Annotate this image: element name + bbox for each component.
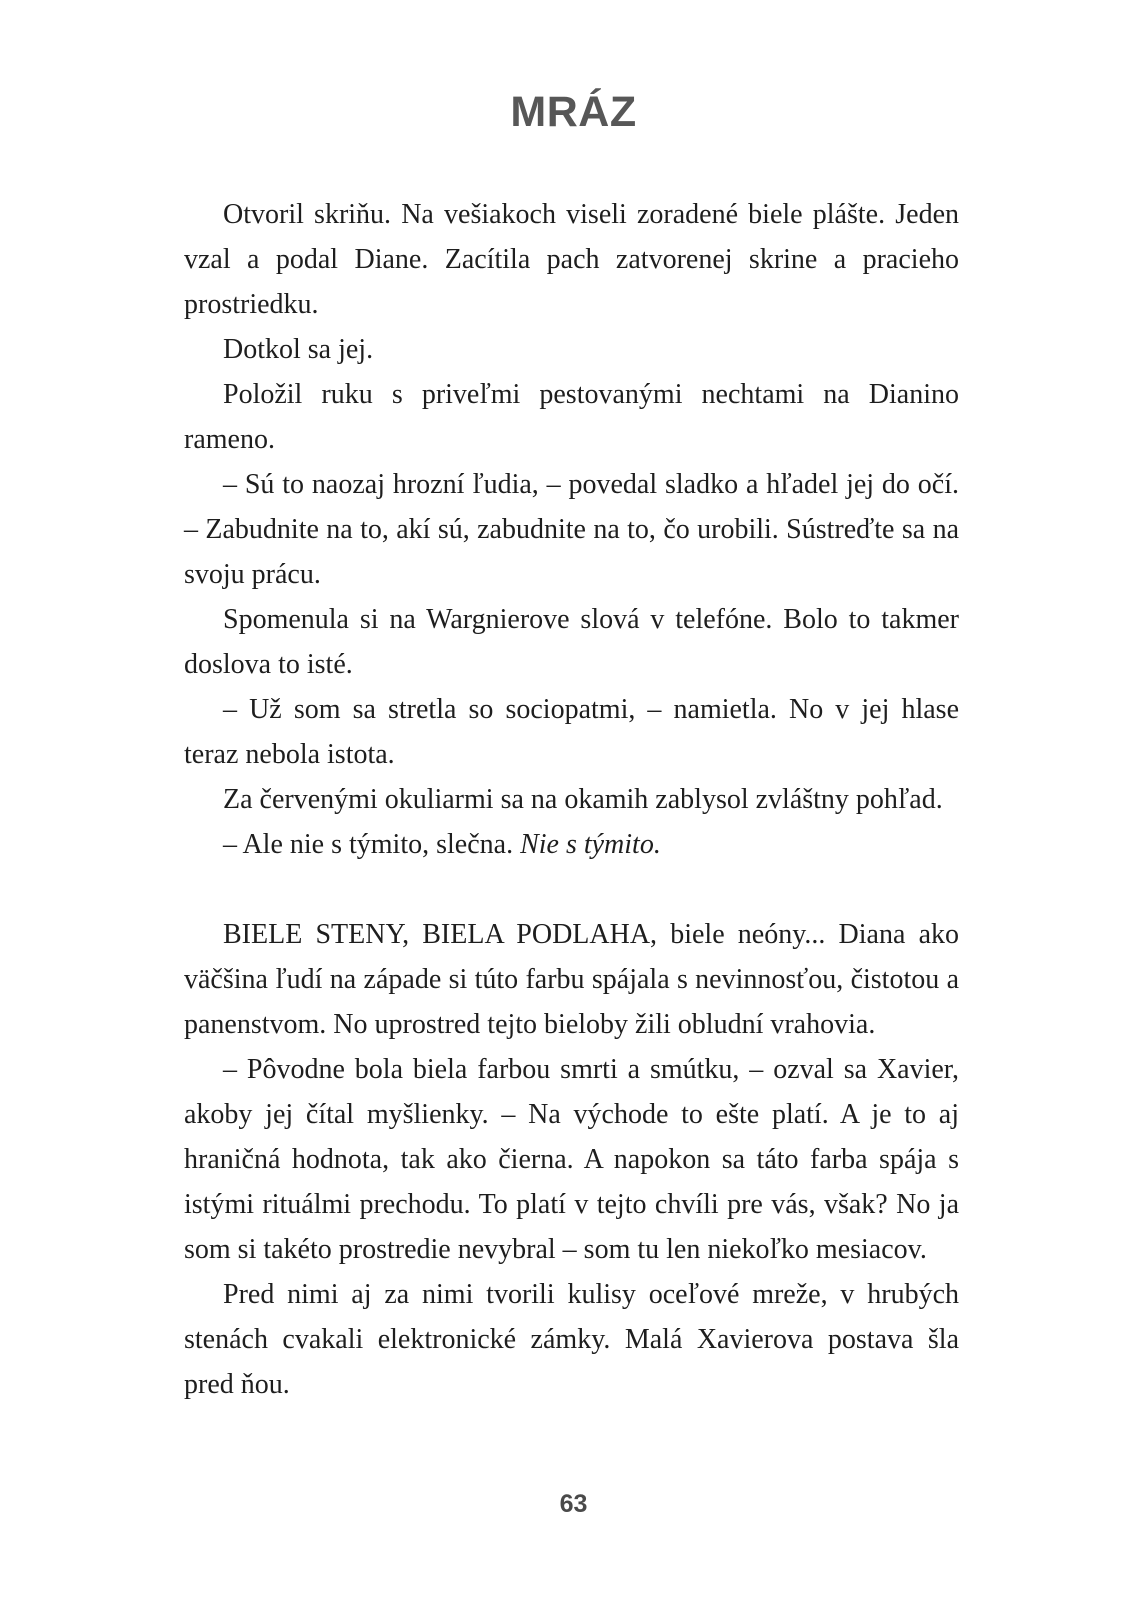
paragraph: Za červenými okuliarmi sa na okamih zablysol zvláštny pohľad. bbox=[223, 784, 943, 815]
paragraph: Položil ruku s priveľmi pestovanými nechtami na Dianino rameno. bbox=[184, 379, 959, 455]
paragraph: – Pôvodne bola biela farbou smrti a smútku, – ozval sa Xavier, akoby jej čítal myšlienky. – Na východe to ešte platí. A je to aj hraničná hodnota, tak ako čierna. A napokon sa táto farba spája s istými rituálmi prechodu. To platí v tejto chvíli pre vás, však? No ja som si takéto prostredie nevybral – som tu len niekoľko mesiacov. bbox=[184, 1054, 959, 1265]
page-number: 63 bbox=[559, 1490, 588, 1518]
body-text bbox=[184, 192, 959, 1407]
running-title: MRÁZ bbox=[510, 88, 637, 136]
italic-emphasis: Nie s týmito. bbox=[520, 829, 661, 860]
paragraph: Otvoril skriňu. Na vešiakoch viseli zoradené biele plášte. Jeden vzal a podal Diane. Zacítila pach zatvorenej skrine a pracieho prostriedku. bbox=[184, 199, 959, 320]
dialogue-text: – Ale nie s týmito, slečna. bbox=[223, 829, 514, 860]
paragraph: Dotkol sa jej. bbox=[223, 334, 374, 365]
paragraph: BIELE STENY, BIELA PODLAHA, biele neóny... Diana ako väčšina ľudí na západe si túto farbu spájala s nevinnosťou, čistotou a panenstvom. No uprostred tejto bieloby žili obludní vrahovia. bbox=[184, 919, 959, 1040]
paragraph: – Už som sa stretla so sociopatmi, – namietla. No v jej hlase teraz nebola istota. bbox=[184, 694, 959, 770]
paragraph: – Sú to naozaj hrozní ľudia, – povedal sladko a hľadel jej do očí. – Zabudnite na to, akí sú, zabudnite na to, čo urobili. Sústreďte sa na svoju prácu. bbox=[184, 469, 959, 590]
section-break bbox=[184, 867, 959, 912]
paragraph: Spomenula si na Wargnierove slová v telefóne. Bolo to takmer doslova to isté. bbox=[184, 604, 959, 680]
paragraph: Pred nimi aj za nimi tvorili kulisy oceľové mreže, v hrubých stenách cvakali elektronické zámky. Malá Xavierova postava šla pred ňou. bbox=[184, 1279, 959, 1400]
paragraph bbox=[184, 822, 959, 867]
